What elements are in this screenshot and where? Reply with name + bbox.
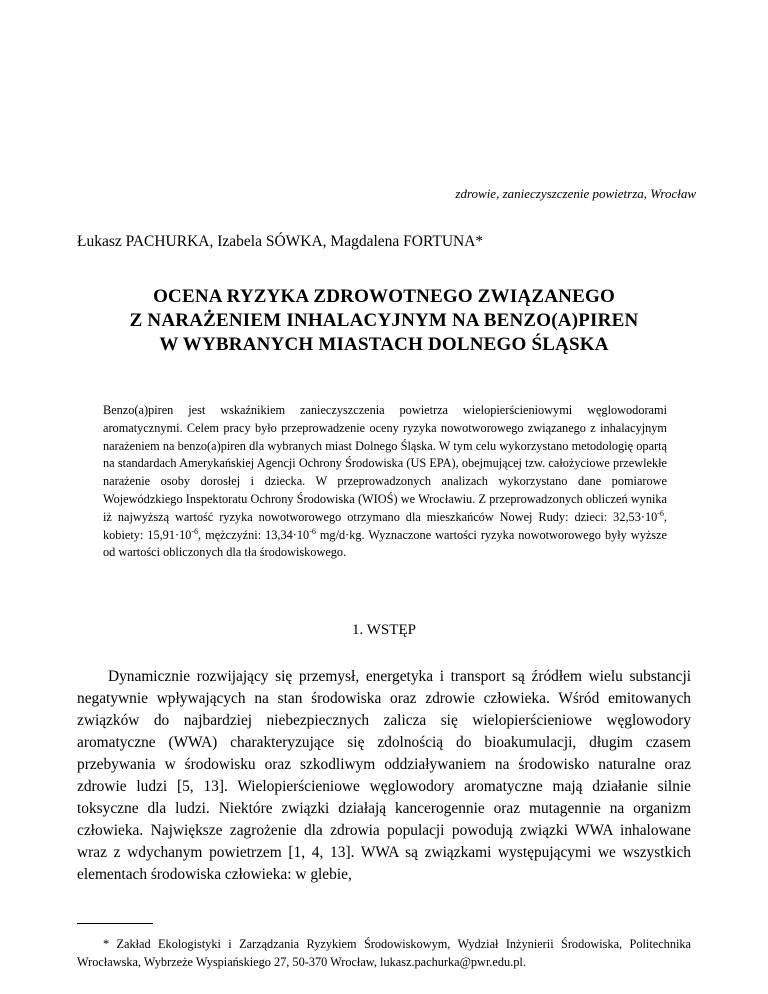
abstract-text-3: , mężczyźni: 13,34·10 [198, 527, 310, 542]
abstract-text-2: , kobiety: 15,91·10 [103, 509, 667, 542]
keywords-header: zdrowie, zanieczyszczenie powietrza, Wrocław [455, 186, 696, 201]
abstract-exponent-3: -6 [309, 526, 316, 536]
abstract-exponent-2: -6 [191, 526, 199, 536]
section-heading: 1. WSTĘP [352, 622, 416, 638]
abstract-text-4: mg/d·kg. Wyznaczone wartości ryzyka nowotworowego były wyższe od wartości obliczonych dla tła środowiskowego. [103, 527, 667, 560]
footnote: * Zakład Ekologistyki i Zarządzania Ryzykiem Środowiskowym, Wydział Inżynierii Środowiska, Politechnika Wrocławska, Wybrzeże Wyspiańskiego 27, 50-370 Wrocław, lukasz.pachurka@pwr.edu.pl. [77, 937, 691, 969]
title-line-1: OCENA RYZYKA ZDROWOTNEGO ZWIĄZANEGO [153, 286, 615, 307]
title-line-3: W WYBRANYCH MIASTACH DOLNEGO ŚLĄSKA [159, 334, 609, 355]
abstract [103, 402, 667, 562]
abstract-exponent-1: -6 [657, 508, 664, 518]
author-list: Łukasz PACHURKA, Izabela SÓWKA, Magdalena FORTUNA* [77, 233, 484, 250]
footnote-divider [77, 923, 153, 924]
paper-title [0, 285, 768, 357]
abstract-text-1: Benzo(a)piren jest wskaźnikiem zanieczyszczenia powietrza wielopierścieniowymi węglowodorami aromatycznymi. Celem pracy było przeprowadzenie oceny ryzyka nowotworowego związanego z inhalacyjnym narażeniem na benzo(a)piren dla wybranych miast Dolnego Śląska. W tym celu wykorzystano metodologię opartą na standardach Amerykańskiej Agencji Ochrony Środowiska (US EPA), obejmującej tzw. całożyciowe przewlekłe narażenie osoby dorosłej i dziecka. W przeprowadzonych analizach wykorzystano dane pomiarowe Wojewódzkiego Inspektoratu Ochrony Środowiska (WIOŚ) we Wrocławiu. Z przeprowadzonych obliczeń wynika iż najwyższą wartość ryzyka nowotworowego otrzymano dla mieszkańców Nowej Rudy: dzieci: 32,53·10 [103, 403, 667, 524]
title-line-2: Z NARAŻENIEM INHALACYJNYM NA BENZO(A)PIREN [129, 310, 639, 331]
body-paragraph: Dynamicznie rozwijający się przemysł, energetyka i transport są źródłem wielu substancji negatywnie wpływających na stan środowiska oraz zdrowie człowieka. Wśród emitowanych związków do najbardziej niebezpiecznych zalicza się wielopierścieniowe węglowodory aromatyczne (WWA) charakteryzujące się zdolnością do bioakumulacji, długim czasem przebywania w środowisku oraz szkodliwym oddziaływaniem na środowisko naturalne oraz zdrowie ludzi [5, 13]. Wielopierścieniowe węglowodory aromatyczne mają działanie silnie toksyczne dla ludzi. Niektóre związki działają kancerogennie oraz mutagennie na organizm człowieka. Największe zagrożenie dla zdrowia populacji powodują związki WWA inhalowane wraz z wdychanym powietrzem [1, 4, 13]. WWA są związkami występującymi we wszystkich elementach środowiska człowieka: w glebie, [77, 668, 691, 883]
